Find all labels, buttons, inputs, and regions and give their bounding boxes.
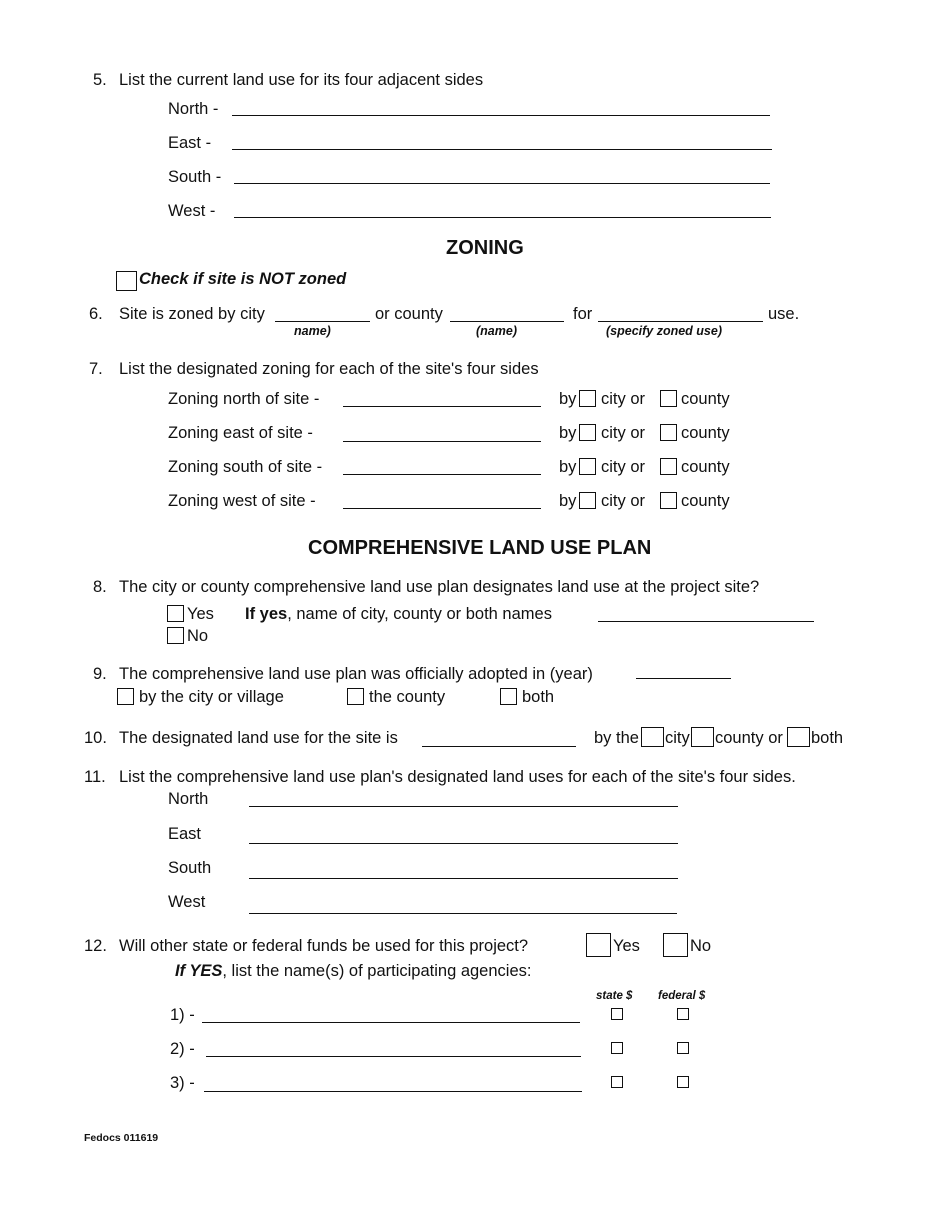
q8-no-checkbox[interactable]: [167, 627, 184, 644]
q7-south-county-checkbox[interactable]: [660, 458, 677, 475]
q9-county-checkbox[interactable]: [347, 688, 364, 705]
plan-heading: COMPREHENSIVE LAND USE PLAN: [308, 537, 652, 559]
q7-north-label: Zoning north of site -: [168, 390, 320, 408]
q5-east-field[interactable]: [232, 149, 772, 150]
not-zoned-label: Check if site is NOT zoned: [139, 270, 347, 288]
q7-west-field[interactable]: [343, 508, 541, 509]
q9-year-field[interactable]: [636, 678, 731, 679]
q12-agency-2-state-checkbox[interactable]: [611, 1042, 623, 1054]
q9-text: The comprehensive land use plan was officially adopted in (year): [119, 665, 593, 683]
q7-north-field[interactable]: [343, 406, 541, 407]
q5-west-label: West -: [168, 202, 216, 220]
q7-east-county-checkbox[interactable]: [660, 424, 677, 441]
q5-west-field[interactable]: [234, 217, 771, 218]
q12-agency-3-field[interactable]: [204, 1091, 582, 1092]
q10-county-checkbox[interactable]: [691, 727, 714, 747]
q10-land-use-field[interactable]: [422, 746, 576, 747]
q12-yes-checkbox[interactable]: [586, 933, 611, 957]
q12-agency-1-federal-checkbox[interactable]: [677, 1008, 689, 1020]
q12-number: 12.: [84, 937, 107, 955]
q7-north-by: by: [559, 390, 577, 408]
q6-city-caption: name): [294, 324, 331, 338]
q6-county-caption: (name): [476, 324, 517, 338]
q6-for: for: [573, 305, 593, 323]
q7-east-by: by: [559, 424, 577, 442]
footer-doc-id: Fedocs 011619: [84, 1132, 159, 1144]
q12-no-label: No: [690, 937, 712, 955]
q6-use-field[interactable]: [598, 321, 763, 322]
q12-text: Will other state or federal funds be used for this project?: [119, 937, 529, 955]
q9-city-village-label: by the city or village: [139, 688, 284, 706]
q8-if-yes-rest: , name of city, county or both names: [287, 605, 552, 623]
q12-agency-3-federal-checkbox[interactable]: [677, 1076, 689, 1088]
q5-number: 5.: [93, 71, 107, 89]
q11-west-label: West: [168, 893, 206, 911]
q7-north-city-checkbox[interactable]: [579, 390, 596, 407]
q11-east-label: East: [168, 825, 202, 843]
q7-south-by: by: [559, 458, 577, 476]
q7-south-county: county: [681, 458, 730, 476]
q8-if-yes: [245, 606, 552, 623]
q12-agency-3-state-checkbox[interactable]: [611, 1076, 623, 1088]
q8-yes-label: Yes: [187, 605, 214, 623]
q12-agency-2-label: 2) -: [170, 1040, 195, 1058]
q7-west-county-checkbox[interactable]: [660, 492, 677, 509]
q12-if-yes: [175, 963, 531, 980]
q7-west-county: county: [681, 492, 730, 510]
q10-city-label: city: [665, 729, 690, 747]
q8-no-label: No: [187, 627, 209, 645]
q7-south-label: Zoning south of site -: [168, 458, 323, 476]
q11-west-field[interactable]: [249, 913, 677, 914]
q7-west-by: by: [559, 492, 577, 510]
q11-north-label: North: [168, 790, 209, 808]
q5-south-field[interactable]: [234, 183, 770, 184]
q6-city-field[interactable]: [275, 321, 370, 322]
q12-agency-1-label: 1) -: [170, 1006, 195, 1024]
q9-number: 9.: [93, 665, 107, 683]
q5-text: List the current land use for its four adjacent sides: [119, 71, 484, 89]
q8-names-field[interactable]: [598, 621, 814, 622]
q12-agency-1-field[interactable]: [202, 1022, 580, 1023]
q7-west-city: city or: [601, 492, 646, 510]
q5-east-label: East -: [168, 134, 212, 152]
q7-west-city-checkbox[interactable]: [579, 492, 596, 509]
q7-south-field[interactable]: [343, 474, 541, 475]
q5-north-label: North -: [168, 100, 219, 118]
q7-east-field[interactable]: [343, 441, 541, 442]
q6-county-field[interactable]: [450, 321, 564, 322]
q7-east-county: county: [681, 424, 730, 442]
q7-east-label: Zoning east of site -: [168, 424, 313, 442]
q11-north-field[interactable]: [249, 806, 678, 807]
q11-east-field[interactable]: [249, 843, 678, 844]
q6-use-caption: (specify zoned use): [606, 324, 722, 338]
q10-number: 10.: [84, 729, 107, 747]
q8-text: The city or county comprehensive land use plan designates land use at the project site?: [119, 578, 760, 596]
q10-text: The designated land use for the site is: [119, 729, 398, 747]
q6-prefix: Site is zoned by city: [119, 305, 265, 323]
q12-agency-2-field[interactable]: [206, 1056, 581, 1057]
q12-agency-3-label: 3) -: [170, 1074, 195, 1092]
q10-county-label: county or: [715, 729, 783, 747]
q12-if-yes-bold: If YES: [175, 962, 223, 980]
q6-number: 6.: [89, 305, 103, 323]
q10-city-checkbox[interactable]: [641, 727, 664, 747]
q7-number: 7.: [89, 360, 103, 378]
q8-if-yes-bold: If yes: [245, 605, 288, 623]
q9-both-checkbox[interactable]: [500, 688, 517, 705]
q10-both-checkbox[interactable]: [787, 727, 810, 747]
q9-city-village-checkbox[interactable]: [117, 688, 134, 705]
q7-south-city: city or: [601, 458, 646, 476]
q7-east-city-checkbox[interactable]: [579, 424, 596, 441]
q12-yes-label: Yes: [613, 937, 640, 955]
q6-use: use.: [768, 305, 800, 323]
q12-federal-header: federal $: [658, 990, 706, 1002]
q10-both-label: both: [811, 729, 844, 747]
q7-north-county: county: [681, 390, 730, 408]
not-zoned-checkbox[interactable]: [116, 271, 137, 291]
q7-north-county-checkbox[interactable]: [660, 390, 677, 407]
q12-if-yes-rest: , list the name(s) of participating agencies:: [222, 962, 532, 980]
q12-agency-2-federal-checkbox[interactable]: [677, 1042, 689, 1054]
q9-county-label: the county: [369, 688, 446, 706]
q11-number: 11.: [84, 768, 106, 786]
q8-number: 8.: [93, 578, 107, 596]
zoning-heading: ZONING: [446, 237, 524, 259]
q12-state-header: state $: [596, 990, 633, 1002]
q12-agency-1-state-checkbox[interactable]: [611, 1008, 623, 1020]
q11-south-label: South: [168, 859, 212, 877]
q7-north-city: city or: [601, 390, 646, 408]
q7-text: List the designated zoning for each of the site's four sides: [119, 360, 539, 378]
q8-yes-checkbox[interactable]: [167, 605, 184, 622]
q5-south-label: South -: [168, 168, 222, 186]
q6-or-county: or county: [375, 305, 443, 323]
q11-text: List the comprehensive land use plan's designated land uses for each of the site's four sides.: [119, 768, 796, 786]
q11-south-field[interactable]: [249, 878, 678, 879]
q7-west-label: Zoning west of site -: [168, 492, 316, 510]
q10-by-the: by the: [594, 729, 639, 747]
q12-no-checkbox[interactable]: [663, 933, 688, 957]
q7-south-city-checkbox[interactable]: [579, 458, 596, 475]
q9-both-label: both: [522, 688, 555, 706]
q5-north-field[interactable]: [232, 115, 770, 116]
q7-east-city: city or: [601, 424, 646, 442]
